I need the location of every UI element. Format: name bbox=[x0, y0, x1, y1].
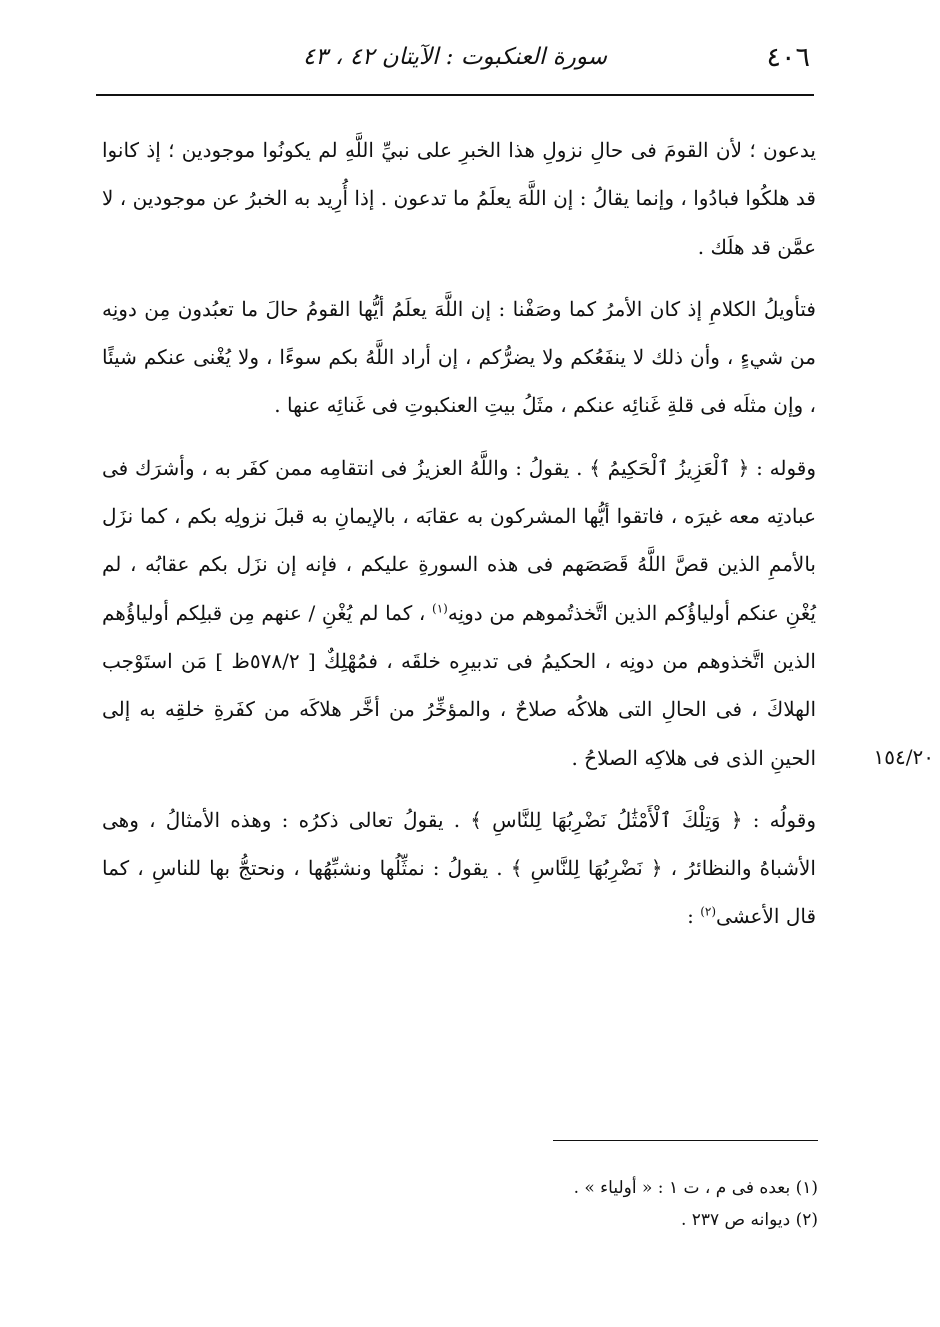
paragraph-4-text-b: : bbox=[687, 904, 701, 929]
footnote-ref-2: (٢) bbox=[700, 904, 717, 919]
footnote-divider bbox=[553, 1140, 818, 1141]
body-text bbox=[102, 126, 816, 955]
footnotes bbox=[420, 1172, 818, 1236]
paragraph-1: يدعون ؛ لأن القومَ فى حالِ نزولِ هذا الخبرِ على نبيِّ اللَّهِ لم يكونُوا موجودين ؛ إذ كانوا قد هلكُوا فبادُوا ، وإنما يقالُ : إن اللَّهَ يعلَمُ ما تدعون . إذا أُرِيد به الخبرُ عن موجودين ، لا عمَّن قد هلَك . bbox=[102, 138, 817, 259]
paragraph-3-text-a: وقوله : ﴿ ٱلْعَزِيزُ ٱلْحَكِيمُ ﴾ . يقولُ : واللَّهُ العزيزُ فى انتقامِه ممن كفَر به ، وأشرَك فى عبادتِه معه غيرَه ، فاتقوا أيُّها المشركون به عقابَه ، بالإيمانِ به قبلَ نزولِه بكم ، كما نزَل بالأممِ الذين قصَّ اللَّهُ قَصَصَهم فى هذه السورةِ عليكم ، فإنه إن نزَل بكم عقابُه ، لم يُغْنِ عنكم أولياؤُكم الذين اتَّخذتُموهم من دونِه bbox=[102, 455, 816, 625]
page-header bbox=[96, 38, 814, 96]
margin-reference: ١٥٤/٢٠ bbox=[873, 745, 934, 769]
paragraph-4-text-a: وقولُه : ﴿ وَتِلْكَ ٱلْأَمْثَٰلُ نَضْرِبُهَا لِلنَّاسِ ﴾ . يقولُ تعالى ذكرُه : وهذه الأمثالُ ، وهى الأشباهُ والنظائرُ ، ﴿ نَضْرِبُهَا لِلنَّاسِ ﴾ . يقولُ : نمثِّلُها ونشبِّهُها ، ونحتجُّ بها للناسِ ، كما قال الأعشى bbox=[102, 807, 816, 929]
paragraph-4 bbox=[102, 796, 816, 941]
running-head: سورة العنكبوت : الآيتان ٤٢ ، ٤٣ bbox=[302, 44, 608, 70]
paragraph-3-text-b: ، كما لم يُغْنِ / عنهم مِن قبلِكم أولياؤُهم الذين اتَّخذوهم من دونِه ، الحكيمُ فى تدبيرِه خلقَه ، فمُهْلِكٌ [ ٥٧٨/٢ظ ] مَن استَوْجب الهلاكَ ، فى الحالِ التى هلاكُه صلاحٌ ، والمؤخِّرُ من أخَّر هلاكَه من كفَرةِ خلقِه به إلى الحينِ الذى فى هلاكِه الصلاحُ . bbox=[102, 600, 816, 770]
paragraph-3 bbox=[102, 444, 816, 782]
paragraph-2: فتأويلُ الكلامِ إذ كان الأمرُ كما وصَفْنا : إن اللَّهَ يعلَمُ أيُّها القومُ حالَ ما تعبُدون مِن دونِه من شيءٍ ، وأن ذلك لا ينفَعُكم ولا يضرُّكم ، إن أراد اللَّهُ بكم سوءًا ، ولا يُغْنى عنكم شيئًا ، وإن مثلَه فى قلةِ غَنائِه عنكم ، مثَلُ بيتِ العنكبوتِ فى غَنائِه عنها . bbox=[102, 296, 816, 418]
footnote-2: (٢) ديوانه ص ٢٣٧ . bbox=[680, 1210, 818, 1230]
page-number: ٤٠٦ bbox=[766, 42, 810, 73]
footnote-1: (١) بعده فى م ، ت ١ : « أولياء » . bbox=[573, 1178, 818, 1198]
footnote-ref-1: (١) bbox=[432, 601, 448, 616]
